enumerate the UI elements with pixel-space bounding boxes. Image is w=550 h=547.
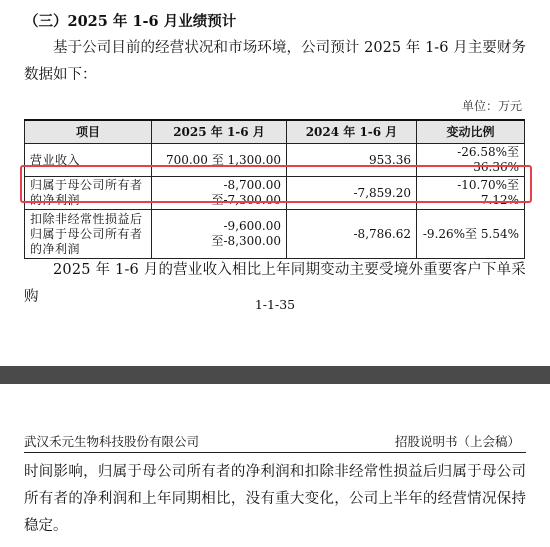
continuation-paragraph: 2025 年 1-6 月的营业收入相比上年同期变动主要受境外重要客户下单采购: [24, 262, 526, 305]
company-name-header: 武汉禾元生物科技股份有限公司: [24, 434, 200, 449]
table-cell: -26.58%至 36.36%: [417, 144, 525, 177]
table-cell: -8,700.00 至-7,300.00: [152, 177, 287, 210]
financial-forecast-table: [24, 119, 525, 259]
document-page-bottom: [0, 384, 550, 547]
document-title-header: 招股说明书（上会稿）: [394, 434, 520, 449]
table-cell: 700.00 至 1,300.00: [152, 144, 287, 177]
column-header-2025: 2025 年 1-6 月: [152, 120, 287, 144]
unit-label: 单位：万元: [461, 99, 522, 113]
column-header-item: 项目: [25, 120, 152, 144]
table-row-revenue: [25, 144, 525, 177]
column-header-change: 变动比例: [417, 120, 525, 144]
table-cell: -10.70%至 7.12%: [417, 177, 525, 210]
table-row-net-profit: [25, 177, 525, 210]
section-heading: （三）2025 年 1-6 月业绩预计: [24, 13, 237, 30]
page-separator: [0, 366, 550, 384]
table-cell: 营业收入: [25, 144, 152, 177]
table-row-adjusted-net-profit: [25, 210, 525, 259]
table-cell: -9.26%至 5.54%: [417, 210, 525, 259]
table-header-row: [25, 120, 525, 144]
table-cell: -9,600.00 至-8,300.00: [152, 210, 287, 259]
intro-paragraph: 基于公司目前的经营状况和市场环境，公司预计 2025 年 1-6 月主要财务数据如下：: [24, 40, 526, 83]
table-cell: -7,859.20: [287, 177, 417, 210]
table-cell: 扣除非经常性损益后归属于母公司所有者的净利润: [25, 210, 152, 259]
table-cell: 归属于母公司所有者的净利润: [25, 177, 152, 210]
table-cell: -8,786.62: [287, 210, 417, 259]
page-number: 1-1-35: [254, 297, 296, 312]
next-page-paragraph: 时间影响，归属于母公司所有者的净利润和扣除非经常性损益后归属于母公司所有者的净利润和上年同期相比，没有重大变化，公司上半年的经营情况保持稳定。: [24, 464, 526, 534]
column-header-2024: 2024 年 1-6 月: [287, 120, 417, 144]
header-divider: [24, 452, 526, 453]
table-cell: 953.36: [287, 144, 417, 177]
